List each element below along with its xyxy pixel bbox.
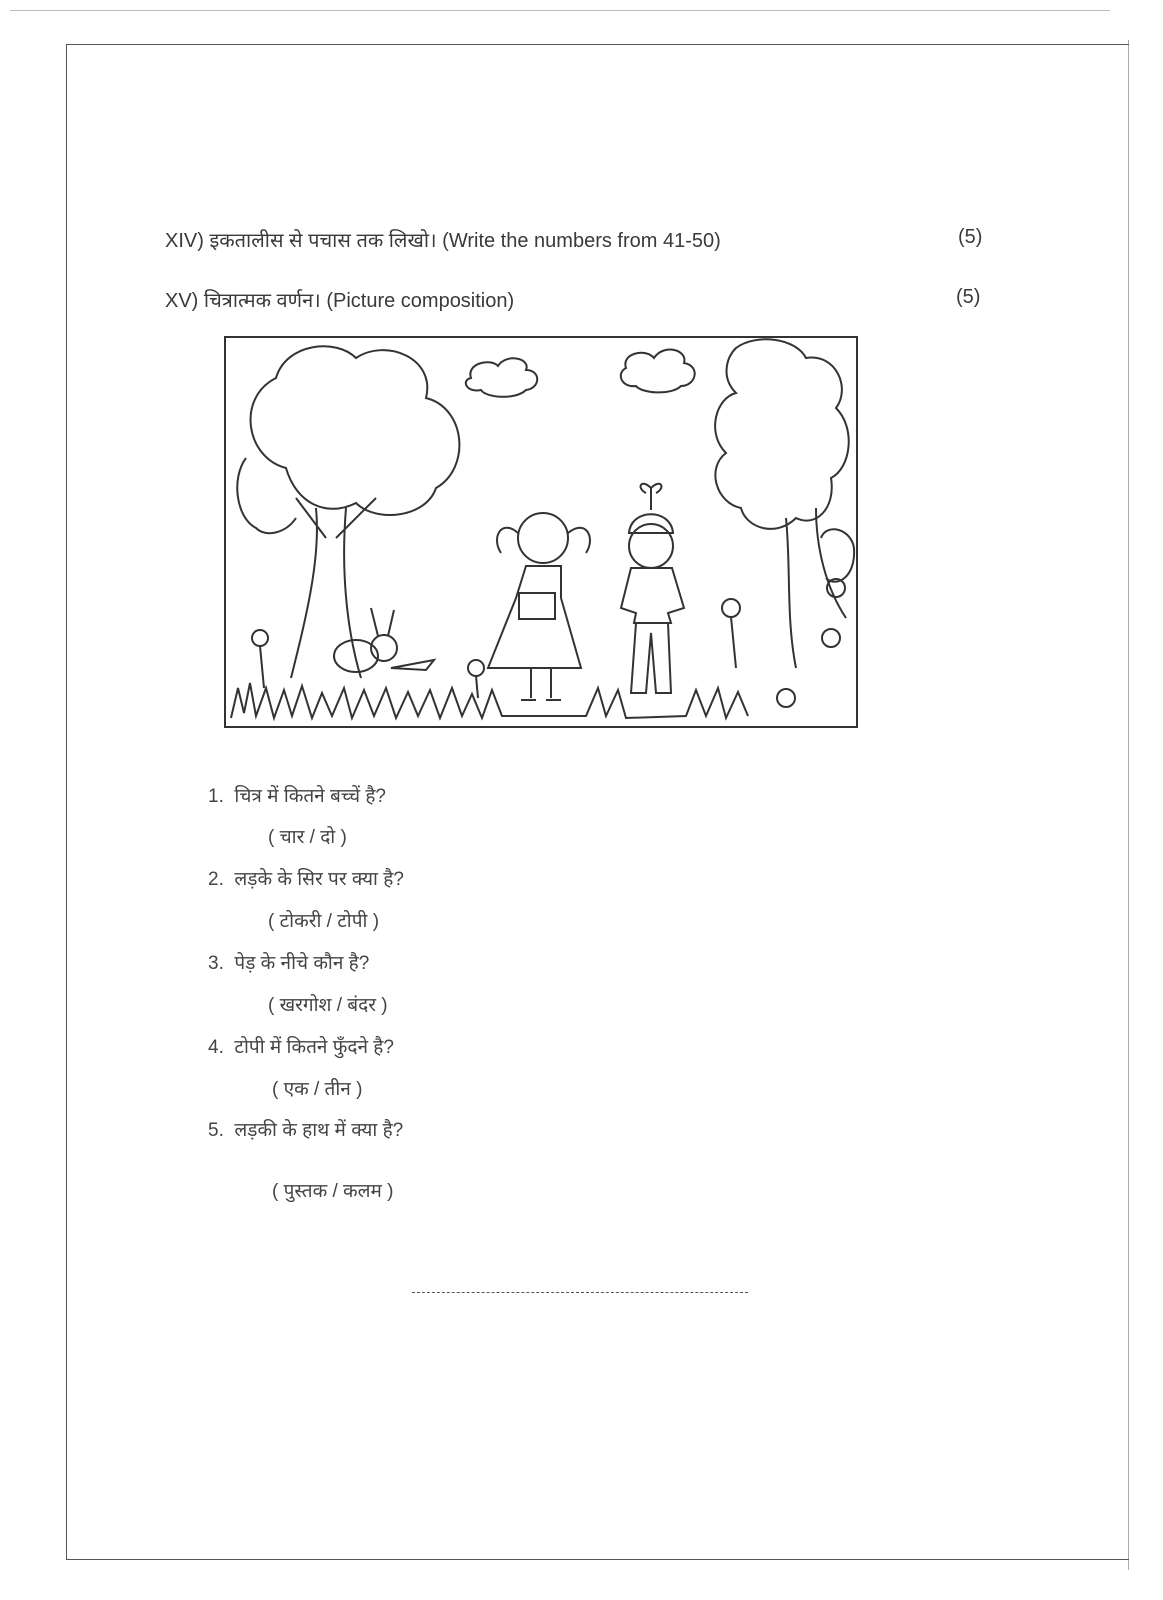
- scan-edge: [10, 10, 1110, 11]
- picture-question-3: [208, 949, 369, 975]
- picture-question-5: [208, 1116, 403, 1142]
- picture-illustration: [224, 336, 858, 728]
- question-number: XIV): [165, 230, 204, 252]
- question-xv: [165, 286, 514, 313]
- item-question: लड़के के सिर पर क्या है?: [234, 869, 404, 890]
- item-number: 2.: [208, 869, 224, 890]
- picture-options-2: ( टोकरी / टोपी ): [268, 911, 380, 932]
- boy-figure: [621, 484, 684, 693]
- picture-question-1: [208, 782, 386, 808]
- item-number: 3.: [208, 953, 224, 974]
- item-question: चित्र में कितने बच्चें है?: [234, 786, 386, 807]
- item-question: टोपी में कितने फुँदने है?: [234, 1037, 394, 1058]
- question-xiv: [165, 226, 721, 253]
- cloud: [466, 358, 537, 396]
- flowers: [252, 579, 845, 707]
- question-number: XV): [165, 290, 199, 312]
- marks: (5): [958, 226, 983, 248]
- question-text: चित्रात्मक वर्णन। (Picture composition): [203, 290, 515, 312]
- picture-question-2: [208, 865, 404, 891]
- marks: (5): [956, 286, 981, 308]
- picture-options-3: ( खरगोश / बंदर ): [268, 995, 388, 1016]
- picture-question-4: [208, 1033, 394, 1059]
- picture-options-4: ( एक / तीन ): [272, 1079, 363, 1100]
- cloud: [621, 350, 695, 393]
- picture-options-1: ( चार / दो ): [268, 827, 347, 848]
- item-number: 1.: [208, 786, 224, 807]
- end-divider: [412, 1292, 748, 1293]
- tree-right: [715, 339, 854, 668]
- tree-left: [237, 346, 459, 678]
- girl-figure: [488, 513, 590, 700]
- item-number: 5.: [208, 1120, 224, 1141]
- item-question: पेड़ के नीचे कौन है?: [234, 953, 370, 974]
- picture-options-5: ( पुस्तक / कलम ): [272, 1181, 394, 1202]
- item-question: लड़की के हाथ में क्या है?: [234, 1120, 404, 1141]
- question-text: इकतालीस से पचास तक लिखो। (Write the numbers from 41-50): [209, 230, 721, 252]
- item-number: 4.: [208, 1037, 224, 1058]
